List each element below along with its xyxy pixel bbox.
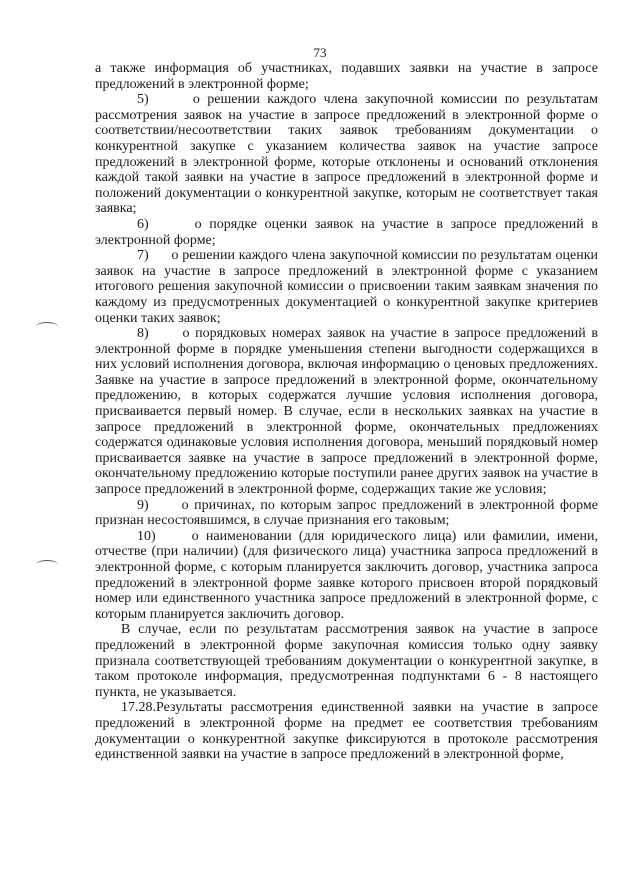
- margin-mark: [36, 322, 58, 331]
- list-item-8: 8) о порядковых номерах заявок на участие в запросе предложений в электронной форме в порядке уменьшения степени выгодности содержащихся в них условий исполнения договора, включая информацию о ценовых предложениях. Заявке на участие в запросе предложений в электронной форме, окончательному предложению, в которых содержатся лучшие условия исполнения договора, присваивается первый номер. В случае, если в нескольких заявках на участие в запросе предложений в электронной форме, окончательных предложениях содержатся одинаковые условия исполнения договора, меньший порядковый номер присваивается заявке на участие в запросе предложений в электронной форме, окончательному предложению которые поступили ранее других заявок на участие в запросе предложений в электронной форме, содержащих такие же условия;: [95, 326, 598, 498]
- list-item-9: 9) о причинах, по которым запрос предложений в электронной форме признан несостоявшимся, в случае признания его таковым;: [95, 497, 598, 529]
- paragraph: а также информация об участниках, подавших заявки на участие в запросе предложений в электронной форме;: [95, 61, 598, 92]
- list-item-7: 7) о решении каждого члена закупочной комиссии по результатам оценки заявок на участие в запросе предложений в электронной форме с указанием итогового решения закупочной комиссии о присвоении таким заявкам значения по каждому из предусмотренных документацией о конкурентной закупке критериев оценки таких заявок;: [95, 248, 598, 326]
- margin-mark: [36, 560, 58, 569]
- document-body: [95, 61, 598, 763]
- list-item-5: 5) о решении каждого члена закупочной комиссии по результатам рассмотрения заявок на участие в запросе предложений в электронной форме о соответствии/несоответствии таких заявок требованиям документации о конкурентной закупке с указанием количества заявок на участие запросе предложений в электронной форме, которые отклонены и оснований отклонения каждой такой заявки на участие в запросе предложений в электронной форме и положений документации о конкурентной закупке, которым не соответствует такая заявка;: [95, 92, 598, 217]
- page-number: 73: [313, 45, 327, 60]
- list-item-6: 6) о порядке оценки заявок на участие в запросе предложений в электронной форме;: [95, 216, 598, 248]
- paragraph-17-28: 17.28.Результаты рассмотрения единственной заявки на участие в запросе предложений в электронной форме на предмет ее соответствия требованиям документации о конкурентной закупке фиксируются в протоколе рассмотрения единственной заявки на участие в запросе предложений в электронной форме,: [95, 700, 598, 763]
- paragraph-single-bid: В случае, если по результатам рассмотрения заявок на участие в запросе предложений в электронной форме закупочная комиссия только одну заявку признала соответствующей требованиям документации о конкурентной закупке, в таком протоколе информация, предусмотренная подпунктами 6 - 8 настоящего пункта, не указывается.: [95, 622, 598, 700]
- list-item-10: 10) о наименовании (для юридического лица) или фамилии, имени, отчестве (при наличии) (для физического лица) участника запроса предложений в электронной форме, с которым планируется заключить договор, участника запроса предложений в электронной форме заявке которого присвоен второй порядковый номер или единственного участника запросе предложений в электронной форме, с которым планируется заключить договор.: [95, 528, 598, 622]
